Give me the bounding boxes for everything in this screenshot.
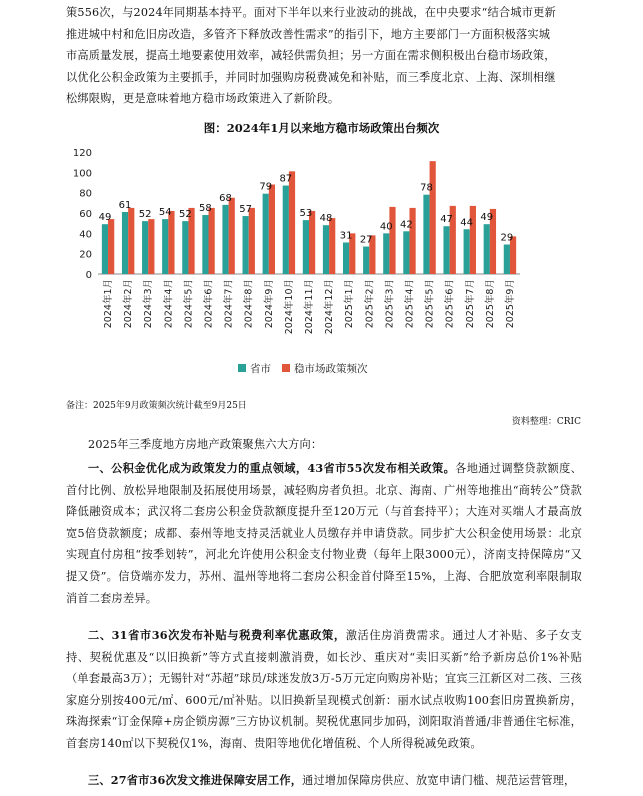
x-tick-label: 2024年10月	[283, 279, 295, 335]
data-label: 52	[138, 209, 152, 221]
x-tick-label: 2025年2月	[364, 279, 376, 329]
data-label: 47	[440, 214, 453, 226]
data-label: 31	[339, 230, 353, 242]
x-tick-label: 2025年8月	[484, 279, 496, 329]
data-label: 29	[500, 232, 514, 244]
y-tick-label: 0	[85, 270, 92, 281]
bar-省市	[443, 226, 449, 274]
data-label: 49	[98, 212, 112, 224]
bar-省市	[142, 221, 148, 274]
x-tick-label: 2024年8月	[243, 279, 255, 329]
point-3-heading: 三、27省市36次发文推进保障安居工作，	[88, 773, 303, 787]
bar-稳市场政策频次	[289, 171, 295, 274]
x-tick-label: 2025年4月	[404, 279, 416, 329]
intro-line-4: 以优化公积金政策为主要抓手，并同时加强购房税费减免和补贴，而三季度北京、上海、深圳相继	[66, 70, 556, 84]
bar-省市	[182, 221, 188, 274]
data-label: 78	[420, 182, 433, 194]
x-tick-label: 2024年4月	[163, 279, 175, 329]
point-1-paragraph	[66, 458, 582, 609]
bar-省市	[383, 233, 389, 274]
bar-稳市场政策频次	[309, 211, 315, 274]
bar-省市	[243, 216, 249, 274]
point-3-paragraph	[66, 770, 582, 792]
intro-line-5: 松绑限购，更是意味着地方稳市场政策进入了新阶段。	[66, 92, 340, 106]
bar-省市	[504, 245, 510, 274]
point-1-heading: 一、公积金优化成为政策发力的重点领域，43省市55次发布相关政策。	[88, 461, 456, 475]
data-label: 44	[460, 217, 474, 229]
y-tick-label: 20	[79, 249, 92, 261]
data-label: 61	[118, 199, 132, 211]
y-tick-label: 120	[72, 148, 92, 159]
bar-稳市场政策频次	[389, 207, 395, 274]
data-label: 79	[259, 181, 273, 193]
bar-稳市场政策频次	[470, 206, 476, 274]
y-tick-label: 40	[79, 229, 92, 241]
bar-省市	[283, 186, 289, 274]
data-label: 54	[158, 207, 172, 219]
data-label: 49	[480, 212, 494, 224]
intro-line-3: 市高质量发展，提高土地要素使用效率，减轻供需负担；另一方面在需求侧积极出台稳市场政策，	[66, 49, 556, 63]
bar-省市	[363, 247, 369, 274]
intro-paragraph	[66, 2, 582, 110]
bar-省市	[122, 212, 128, 274]
x-tick-label: 2025年7月	[464, 279, 476, 329]
point-2-paragraph	[66, 625, 582, 755]
x-tick-label: 2025年6月	[444, 279, 456, 329]
bar-稳市场政策频次	[128, 208, 134, 274]
bar-稳市场政策频次	[148, 219, 154, 274]
point-2-text: 激活住房消费需求。通过人才补贴、多子女支持、契税优惠及“以旧换新”等方式直接刺激消费，如长沙、重庆对“卖旧买新”给予新房总价1%补贴（单套最高3万）；无锡针对“苏超”球员/球迷发放3万-5万元定向购房补贴；宜宾三江新区对二孩、三孩家庭分别按400元/㎡、600元/㎡补贴。以旧换新呈现模式创新：丽水试点收购100套旧房置换新房，珠海探索“订金保障+房企锁房源”三方协议机制。契税优惠同步加码，浏阳取消普通/非普通住宅标准，首套房140㎡以下契税仅1%，海南、贵阳等地优化增值税、个人所得税减免政策。	[66, 629, 582, 750]
bar-省市	[403, 231, 409, 274]
x-tick-label: 2024年12月	[324, 279, 336, 335]
bar-省市	[263, 194, 269, 274]
bar-稳市场政策频次	[209, 208, 215, 274]
bar-省市	[343, 242, 349, 274]
data-label: 40	[379, 221, 393, 233]
bar-省市	[162, 219, 168, 274]
point-1-text: 各地通过调整贷款额度、首付比例、放松异地限制及拓展使用场景，减轻购房者负担。北京、海南、广州等地推出“商转公”贷款降低融资成本；武汉将二套房公积金贷款额度提升至120万元（与首套持平）；大连对买端人才最高放宽5倍贷款额度；成都、泰州等地支持灵活就业人员缴存并申请贷款。同步扩大公积金使用场景：北京实现直付房租“按季划转”，河北允许使用公积金支付物业费（每年上限3000元），济南支持保障房“又提又贷”。信贷端亦发力，苏州、温州等地将二套房公积金首付降至15%，上海、合肥放宽利率限制取消首二套房差异。	[66, 462, 583, 605]
bar-稳市场政策频次	[249, 208, 255, 274]
policy-frequency-bar-chart	[0, 138, 643, 398]
focus-heading: 2025年三季度地方房地产政策聚焦六大方向：	[88, 438, 323, 451]
data-label: 42	[400, 219, 413, 231]
x-tick-label: 2024年9月	[263, 279, 275, 329]
bar-省市	[323, 225, 329, 274]
x-tick-label: 2024年5月	[183, 279, 195, 329]
data-label: 87	[279, 173, 293, 185]
data-label: 57	[239, 204, 252, 216]
data-label: 52	[178, 209, 192, 221]
point-3-text: 通过增加保障房供应、放宽申请门槛、规范运营管理，	[302, 774, 576, 787]
legend-label: 省市	[250, 363, 271, 375]
data-label: 53	[299, 208, 313, 220]
y-tick-label: 60	[79, 209, 92, 220]
x-tick-label: 2024年3月	[143, 279, 155, 329]
bar-省市	[303, 220, 309, 274]
chart-note: 备注：2025年9月政策频次统计截至9月25日	[66, 401, 247, 411]
legend-swatch	[238, 364, 246, 372]
bar-稳市场政策频次	[168, 211, 174, 274]
chart-source: 资料整理：CRIC	[511, 417, 581, 427]
y-tick-label: 80	[79, 188, 92, 200]
data-label: 48	[319, 213, 333, 225]
bar-稳市场政策频次	[108, 219, 114, 274]
bar-省市	[102, 224, 108, 274]
intro-line-2: 推进城中村和危旧房改造，多管齐下释放改善性需求”的指引下，地方主要部门一方面积极落实城	[66, 27, 551, 41]
bar-稳市场政策频次	[409, 208, 415, 274]
bar-省市	[464, 229, 470, 274]
bar-稳市场政策频次	[269, 185, 275, 274]
x-tick-label: 2024年11月	[304, 279, 315, 335]
x-tick-label: 2024年7月	[223, 279, 235, 329]
point-2-heading: 二、31省市36次发布补贴与税费利率优惠政策，	[88, 628, 346, 642]
x-tick-label: 2024年2月	[123, 279, 135, 329]
bar-省市	[484, 224, 490, 274]
x-tick-label: 2025年5月	[424, 279, 436, 329]
bar-稳市场政策频次	[229, 198, 235, 274]
data-label: 68	[219, 192, 232, 204]
bar-稳市场政策频次	[329, 218, 335, 274]
x-tick-label: 2024年6月	[203, 279, 215, 329]
chart-title: 图：2024年1月以来地方稳市场政策出台频次	[203, 121, 440, 135]
bar-省市	[202, 215, 208, 274]
bar-省市	[222, 205, 228, 274]
data-label: 58	[199, 203, 212, 215]
x-tick-label: 2025年3月	[384, 279, 396, 329]
x-tick-label: 2025年1月	[344, 279, 356, 329]
bar-稳市场政策频次	[430, 161, 436, 274]
legend-swatch	[282, 364, 290, 372]
data-label: 27	[359, 234, 373, 246]
x-tick-label: 2025年9月	[504, 279, 516, 329]
intro-line-1: 策556次，与2024年同期基本持平。面对下半年以来行业波动的挑战，在中央要求“结合城市更新	[66, 6, 556, 19]
x-tick-label: 2024年1月	[103, 279, 115, 329]
y-tick-label: 100	[72, 168, 92, 180]
legend-label: 稳市场政策频次	[294, 363, 368, 375]
bar-省市	[423, 195, 429, 274]
